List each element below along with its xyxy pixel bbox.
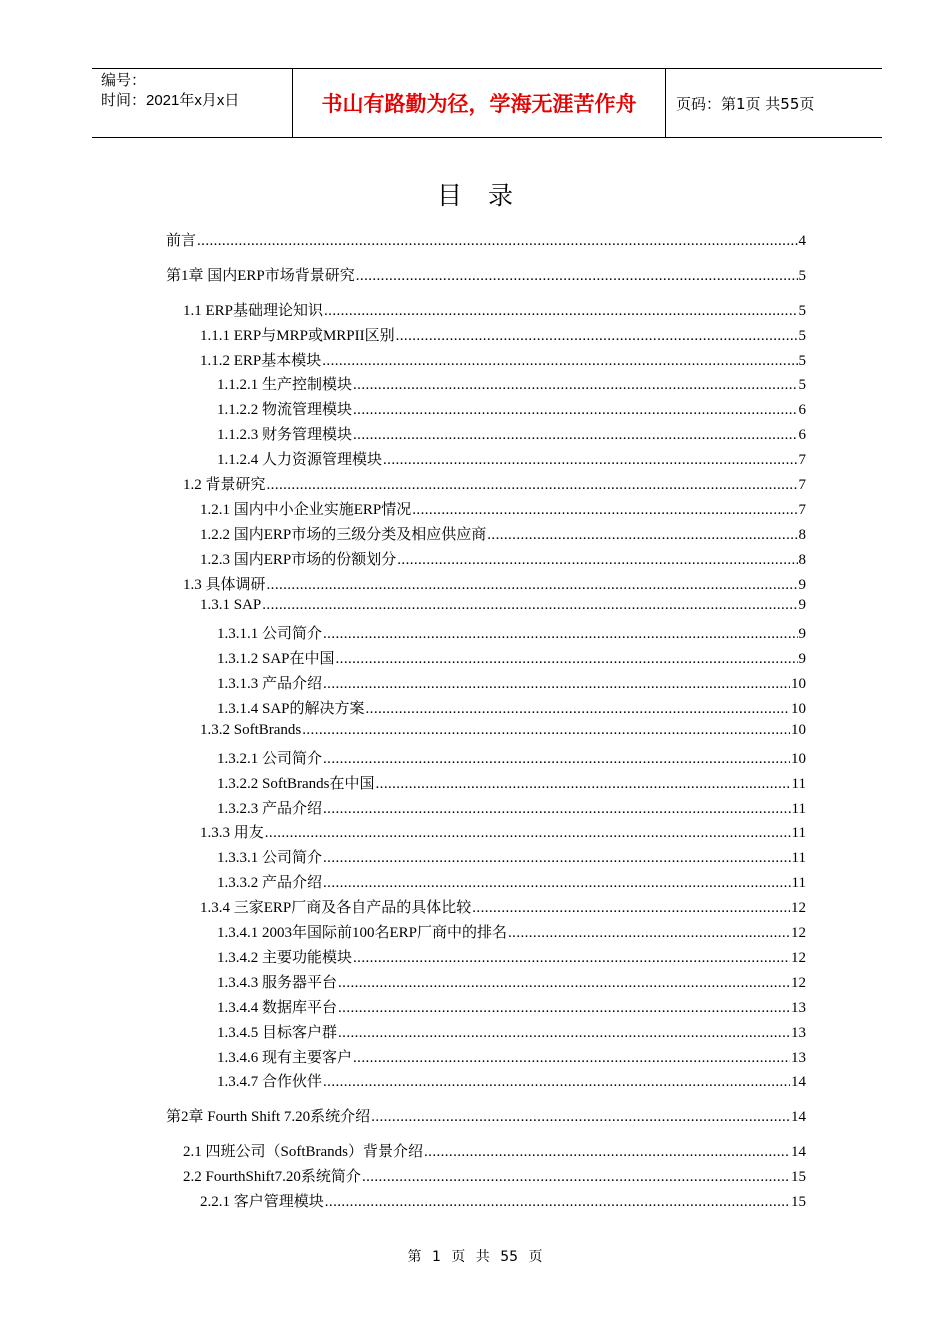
toc-entry-page: 14 <box>791 1074 806 1091</box>
toc-entry[interactable] <box>166 946 806 971</box>
toc-dot-leader <box>197 233 797 250</box>
table-of-contents <box>166 229 806 1215</box>
toc-entry-page: 11 <box>791 875 806 892</box>
toc-dot-leader <box>353 1050 790 1067</box>
toc-entry-label: 1.3.4.6 现有主要客户 <box>217 1049 353 1066</box>
toc-entry-page: 10 <box>791 750 806 767</box>
toc-entry-label: 1.3.3 用友 <box>200 825 264 842</box>
toc-entry-label: 1.1.2.1 生产控制模块 <box>217 377 353 394</box>
toc-entry[interactable] <box>166 772 806 797</box>
toc-entry[interactable] <box>166 1021 806 1046</box>
toc-entry-label: 1.3.4.1 2003年国际前100名ERP厂商中的排名 <box>217 925 508 942</box>
toc-entry-label: 1.3.4.2 主要功能模块 <box>217 949 353 966</box>
toc-entry-label: 1.2.1 国内中小企业实施ERP情况 <box>200 501 412 518</box>
toc-entry[interactable] <box>166 697 806 722</box>
toc-entry[interactable] <box>166 498 806 523</box>
toc-entry[interactable] <box>166 448 806 473</box>
toc-dot-leader <box>323 676 790 693</box>
toc-entry-page: 6 <box>798 402 806 419</box>
toc-dot-leader <box>322 353 797 370</box>
toc-entry-page: 10 <box>791 676 806 693</box>
toc-entry[interactable] <box>166 299 806 324</box>
toc-entry[interactable] <box>166 548 806 573</box>
toc-entry-label: 1.3.4.7 合作伙伴 <box>217 1074 323 1091</box>
toc-dot-leader <box>267 477 798 494</box>
toc-entry[interactable] <box>166 264 806 289</box>
toc-entry-page: 6 <box>798 427 806 444</box>
toc-entry-page: 5 <box>798 267 806 284</box>
toc-dot-leader <box>324 303 797 320</box>
toc-entry-label: 2.1 四班公司（SoftBrands）背景介绍 <box>183 1144 424 1161</box>
toc-entry-label: 1.3.2.2 SoftBrands在中国 <box>217 775 375 792</box>
toc-entry-page: 5 <box>798 377 806 394</box>
toc-entry-label: 1.1 ERP基础理论知识 <box>183 302 324 319</box>
toc-dot-leader <box>353 427 797 444</box>
toc-entry[interactable] <box>166 473 806 498</box>
toc-entry-label: 1.3 具体调研 <box>183 576 266 593</box>
toc-entry-label: 2.2.1 客户管理模块 <box>200 1193 324 1210</box>
toc-dot-leader <box>323 626 797 643</box>
toc-entry[interactable] <box>166 229 806 254</box>
toc-dot-leader <box>487 527 797 544</box>
toc-entry-label: 1.1.1 ERP与MRP或MRPII区别 <box>200 327 395 344</box>
header-table <box>92 68 882 138</box>
toc-entry[interactable] <box>166 1140 806 1165</box>
toc-entry-page: 11 <box>791 850 806 867</box>
toc-dot-leader <box>267 577 798 594</box>
toc-entry-label: 1.3.1 SAP <box>200 597 262 614</box>
toc-entry[interactable] <box>166 1046 806 1071</box>
toc-entry[interactable] <box>166 896 806 921</box>
toc-entry-page: 9 <box>798 651 806 668</box>
toc-entry-page: 7 <box>798 501 806 518</box>
toc-entry[interactable] <box>166 573 806 598</box>
number-label: 编号： <box>101 72 147 89</box>
toc-dot-leader <box>323 801 791 818</box>
toc-dot-leader <box>353 950 790 967</box>
toc-dot-leader <box>265 825 791 842</box>
toc-dot-leader <box>338 1000 790 1017</box>
toc-entry-label: 1.3.1.4 SAP的解决方案 <box>217 701 365 718</box>
toc-dot-leader <box>353 377 797 394</box>
toc-entry[interactable] <box>166 821 806 846</box>
toc-entry-page: 9 <box>798 626 806 643</box>
toc-entry-page: 7 <box>798 477 806 494</box>
toc-entry-label: 1.3.2 SoftBrands <box>200 721 302 738</box>
toc-dot-leader <box>412 502 797 519</box>
toc-dot-leader <box>302 722 790 739</box>
toc-entry-page: 5 <box>798 352 806 369</box>
toc-entry[interactable] <box>166 597 806 622</box>
toc-entry-page: 5 <box>798 327 806 344</box>
toc-entry-label: 1.1.2.3 财务管理模块 <box>217 427 353 444</box>
toc-dot-leader <box>262 597 797 614</box>
toc-entry-page: 9 <box>798 576 806 593</box>
toc-entry-label: 1.3.4.4 数据库平台 <box>217 999 338 1016</box>
toc-entry-label: 1.2 背景研究 <box>183 477 266 494</box>
toc-entry[interactable] <box>166 1190 806 1215</box>
toc-entry[interactable] <box>166 373 806 398</box>
toc-dot-leader <box>472 900 790 917</box>
toc-entry[interactable] <box>166 349 806 374</box>
toc-entry-page: 11 <box>791 775 806 792</box>
toc-entry[interactable] <box>166 747 806 772</box>
toc-entry-label: 第1章 国内ERP市场背景研究 <box>166 267 355 284</box>
toc-entry[interactable] <box>166 871 806 896</box>
toc-title: 目录 <box>436 181 539 210</box>
toc-entry[interactable] <box>166 797 806 822</box>
toc-entry-page: 11 <box>791 825 806 842</box>
toc-entry[interactable] <box>166 324 806 349</box>
toc-dot-leader <box>338 975 790 992</box>
toc-entry-page: 14 <box>791 1144 806 1161</box>
toc-dot-leader <box>336 651 798 668</box>
toc-entry-label: 1.2.2 国内ERP市场的三级分类及相应供应商 <box>200 526 487 543</box>
toc-entry[interactable] <box>166 921 806 946</box>
toc-entry[interactable] <box>166 1165 806 1190</box>
toc-dot-leader <box>397 552 797 569</box>
toc-entry-page: 14 <box>791 1109 806 1126</box>
time-label: 时间：2021年x月x日 <box>101 92 240 109</box>
page-footer: 第 1 页 共 55 页 <box>407 1249 543 1265</box>
toc-dot-leader <box>362 1169 790 1186</box>
toc-entry-label: 1.3.4 三家ERP厂商及各自产品的具体比较 <box>200 900 472 917</box>
toc-dot-leader <box>376 776 791 793</box>
toc-dot-leader <box>366 701 790 718</box>
toc-entry-label: 1.3.3.1 公司简介 <box>217 850 323 867</box>
toc-entry-page: 12 <box>791 900 806 917</box>
toc-entry-label: 前言 <box>166 233 197 249</box>
toc-entry-page: 15 <box>791 1193 806 1210</box>
toc-dot-leader <box>371 1109 790 1126</box>
toc-dot-leader <box>353 402 797 419</box>
toc-entry[interactable] <box>166 971 806 996</box>
toc-entry-page: 8 <box>798 551 806 568</box>
toc-dot-leader <box>323 751 790 768</box>
toc-entry-label: 1.3.1.1 公司简介 <box>217 626 323 643</box>
toc-entry-page: 10 <box>791 721 806 738</box>
toc-entry-label: 1.3.2.1 公司简介 <box>217 750 323 767</box>
toc-entry-page: 12 <box>791 925 806 942</box>
toc-dot-leader <box>396 328 798 345</box>
header-page-info: 页码：第1页 共55页 <box>676 94 815 113</box>
toc-dot-leader <box>323 1074 790 1091</box>
toc-entry-page: 12 <box>791 949 806 966</box>
toc-entry-page: 10 <box>791 701 806 718</box>
toc-entry[interactable] <box>166 722 806 747</box>
toc-entry[interactable] <box>166 996 806 1021</box>
toc-dot-leader <box>338 1025 790 1042</box>
toc-entry[interactable] <box>166 672 806 697</box>
toc-entry-label: 1.3.4.3 服务器平台 <box>217 974 338 991</box>
toc-entry[interactable] <box>166 523 806 548</box>
toc-entry[interactable] <box>166 846 806 871</box>
toc-entry-page: 7 <box>798 452 806 469</box>
toc-entry-label: 1.1.2.4 人力资源管理模块 <box>217 452 383 469</box>
toc-entry-label: 1.3.1.2 SAP在中国 <box>217 651 335 668</box>
toc-entry-page: 15 <box>791 1169 806 1186</box>
toc-entry-page: 5 <box>798 302 806 319</box>
toc-entry[interactable] <box>166 423 806 448</box>
toc-dot-leader <box>323 850 791 867</box>
toc-dot-leader <box>323 875 791 892</box>
toc-dot-leader <box>356 268 798 285</box>
header-motto: 书山有路勤为径，学海无涯苦作舟 <box>293 69 666 137</box>
toc-entry-label: 1.1.2 ERP基本模块 <box>200 352 322 369</box>
toc-entry-label: 1.3.4.5 目标客户群 <box>217 1024 338 1041</box>
toc-entry-page: 8 <box>798 526 806 543</box>
toc-entry[interactable] <box>166 622 806 647</box>
toc-entry[interactable] <box>166 1105 806 1130</box>
toc-dot-leader <box>424 1144 790 1161</box>
toc-dot-leader <box>383 452 797 469</box>
toc-entry-label: 2.2 FourthShift7.20系统简介 <box>183 1169 361 1186</box>
toc-entry-page: 4 <box>798 233 806 249</box>
toc-entry-page: 9 <box>798 597 806 614</box>
toc-entry-label: 1.3.2.3 产品介绍 <box>217 800 323 817</box>
toc-dot-leader <box>325 1194 790 1211</box>
toc-entry-page: 13 <box>791 1049 806 1066</box>
header-left-cell <box>92 69 293 137</box>
toc-entry-label: 1.3.1.3 产品介绍 <box>217 676 323 693</box>
toc-entry-label: 第2章 Fourth Shift 7.20系统介绍 <box>166 1109 371 1126</box>
toc-entry-page: 11 <box>791 800 806 817</box>
toc-entry[interactable] <box>166 398 806 423</box>
toc-entry-page: 12 <box>791 974 806 991</box>
toc-entry-page: 13 <box>791 1024 806 1041</box>
toc-entry-label: 1.1.2.2 物流管理模块 <box>217 402 353 419</box>
toc-dot-leader <box>508 925 790 942</box>
toc-entry[interactable] <box>166 1070 806 1095</box>
toc-entry-page: 13 <box>791 999 806 1016</box>
toc-entry[interactable] <box>166 647 806 672</box>
toc-entry-label: 1.2.3 国内ERP市场的份额划分 <box>200 551 397 568</box>
toc-entry-label: 1.3.3.2 产品介绍 <box>217 875 323 892</box>
